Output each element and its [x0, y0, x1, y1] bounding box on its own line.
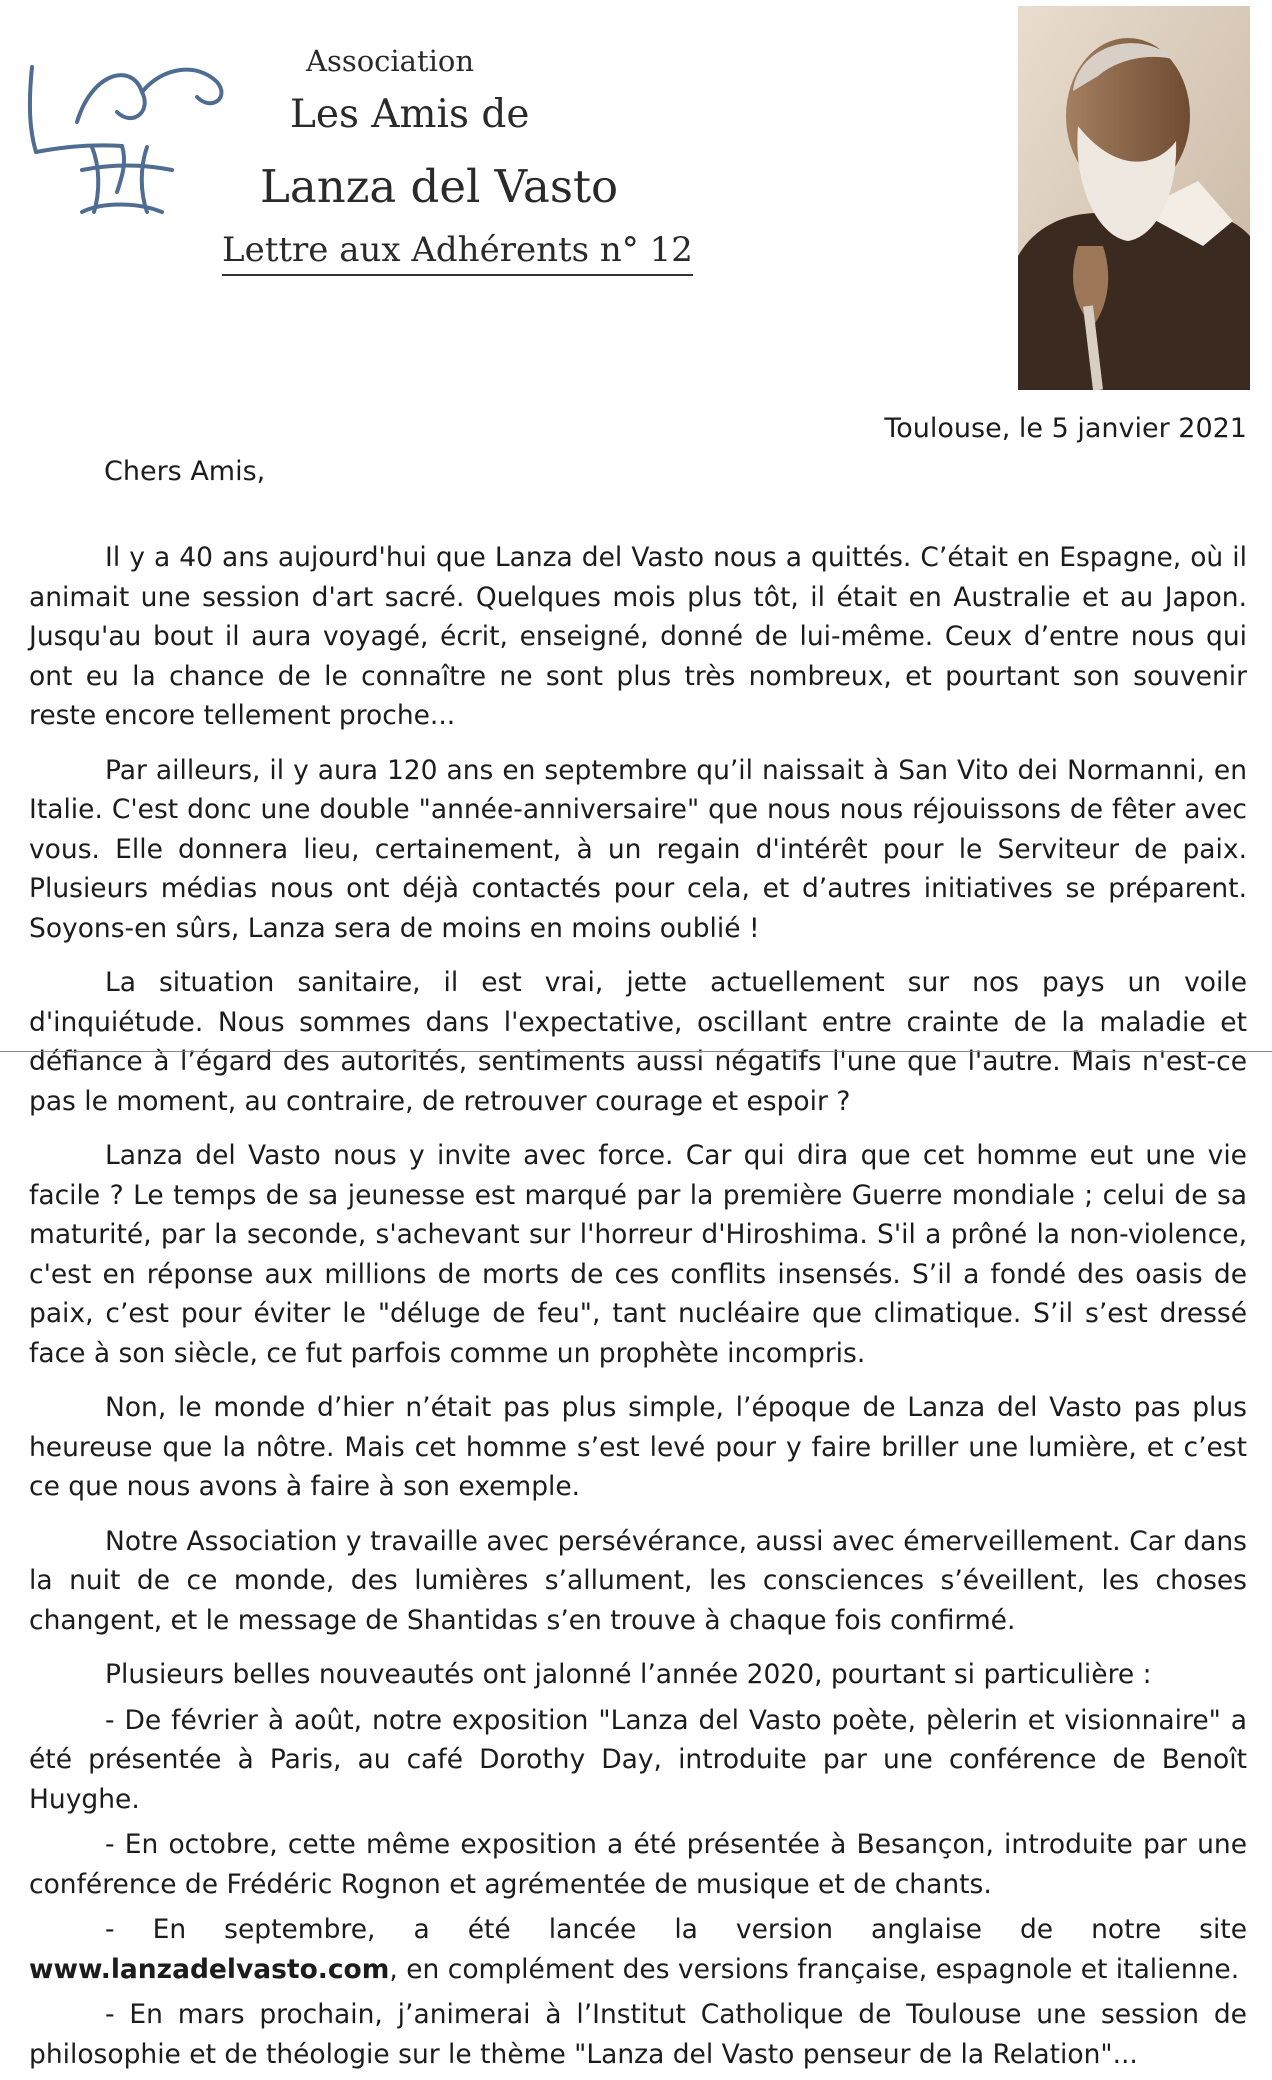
portrait-photo	[1018, 6, 1250, 390]
letter-number-title: Lettre aux Adhérents n° 12	[222, 230, 693, 276]
amis-label: Les Amis de	[290, 92, 530, 137]
news-item-text: , en complément des versions française, espagnole et italienne.	[389, 1953, 1240, 1985]
news-item-text: - En septembre, a été lancée la version anglaise de notre site	[105, 1914, 1247, 1945]
salutation: Chers Amis,	[104, 456, 266, 487]
letter-header	[150, 44, 750, 284]
news-item: - En octobre, cette même exposition a été présentée à Besançon, introduite par une conférence de Frédéric Rognon et agrémentée de musique et de chants.	[29, 1829, 1247, 1900]
letter-body	[29, 538, 1247, 2080]
association-name: Lanza del Vasto	[260, 160, 619, 213]
paragraph: Il y a 40 ans aujourd'hui que Lanza del Vasto nous a quittés. C’était en Espagne, où il animait une session d'art sacré. Quelques mois plus tôt, il était en Australie et au Japon. Jusqu'au bout il aura voyagé, écrit, enseigné, donné de lui-même. Ceux d’entre nous qui ont eu la chance de le connaître ne sont plus très nombreux, et pourtant son souvenir reste encore tellement proche...	[29, 542, 1247, 731]
news-item	[29, 1910, 1247, 1989]
news-item: - En mars prochain, j’animerai à l’Institut Catholique de Toulouse une session de philosophie et de théologie sur le thème "Lanza del Vasto penseur de la Relation"...	[29, 1999, 1247, 2070]
news-intro: Plusieurs belles nouveautés ont jalonné l’année 2020, pourtant si particulière :	[105, 1659, 1152, 1690]
association-label: Association	[306, 44, 475, 78]
paragraph: Non, le monde d’hier n’était pas plus simple, l’époque de Lanza del Vasto pas plus heureuse que la nôtre. Mais cet homme s’est levé pour y faire briller une lumière, et c’est ce que nous avons à faire à son exemple.	[29, 1392, 1247, 1502]
news-item: - De février à août, notre exposition "Lanza del Vasto poète, pèlerin et visionnaire" a été présentée à Paris, au café Dorothy Day, introduite par une conférence de Benoît Huyghe.	[29, 1704, 1247, 1815]
paragraph: Lanza del Vasto nous y invite avec force. Car qui dira que cet homme eut une vie facile ? Le temps de sa jeunesse est marqué par la première Guerre mondiale ; celui de sa maturité, par la seconde, s'achevant sur l'horreur d'Hiroshima. S'il a prôné la non-violence, c'est en réponse aux millions de morts de ces conflits insensés. S’il a fondé des oasis de paix, c’est pour éviter le "déluge de feu", tant nucléaire que climatique. S’il s’est dressé face à son siècle, ce fut parfois comme un prophète incompris.	[29, 1140, 1247, 1369]
paragraph: La situation sanitaire, il est vrai, jette actuellement sur nos pays un voile d'inquiétude. Nous sommes dans l'expectative, oscillant entre crainte de la maladie et défiance à l’égard des autorités, sentiments aussi négatifs l'une que l'autre. Mais n'est-ce pas le moment, au contraire, de retrouver courage et espoir ?	[29, 967, 1247, 1117]
website-link[interactable]: www.lanzadelvasto.com	[29, 1953, 390, 1985]
paragraph: Par ailleurs, il y aura 120 ans en septembre qu’il naissait à San Vito dei Normanni, en Italie. C'est donc une double "année-anniversaire" que nous nous réjouissons de fêter avec vous. Elle donnera lieu, certainement, à un regain d'intérêt pour le Serviteur de paix. Plusieurs médias nous ont déjà contactés pour cela, et d’autres initiatives se préparent. Soyons-en sûrs, Lanza sera de moins en moins oublié !	[29, 754, 1247, 944]
page-fold-line	[0, 1051, 1272, 1052]
date-line: Toulouse, le 5 janvier 2021	[884, 413, 1247, 444]
paragraph: Notre Association y travaille avec persévérance, aussi avec émerveillement. Car dans la nuit de ce monde, des lumières s’allument, les consciences s’éveillent, les choses changent, et le message de Shantidas s’en trouve à chaque fois confirmé.	[29, 1525, 1247, 1636]
